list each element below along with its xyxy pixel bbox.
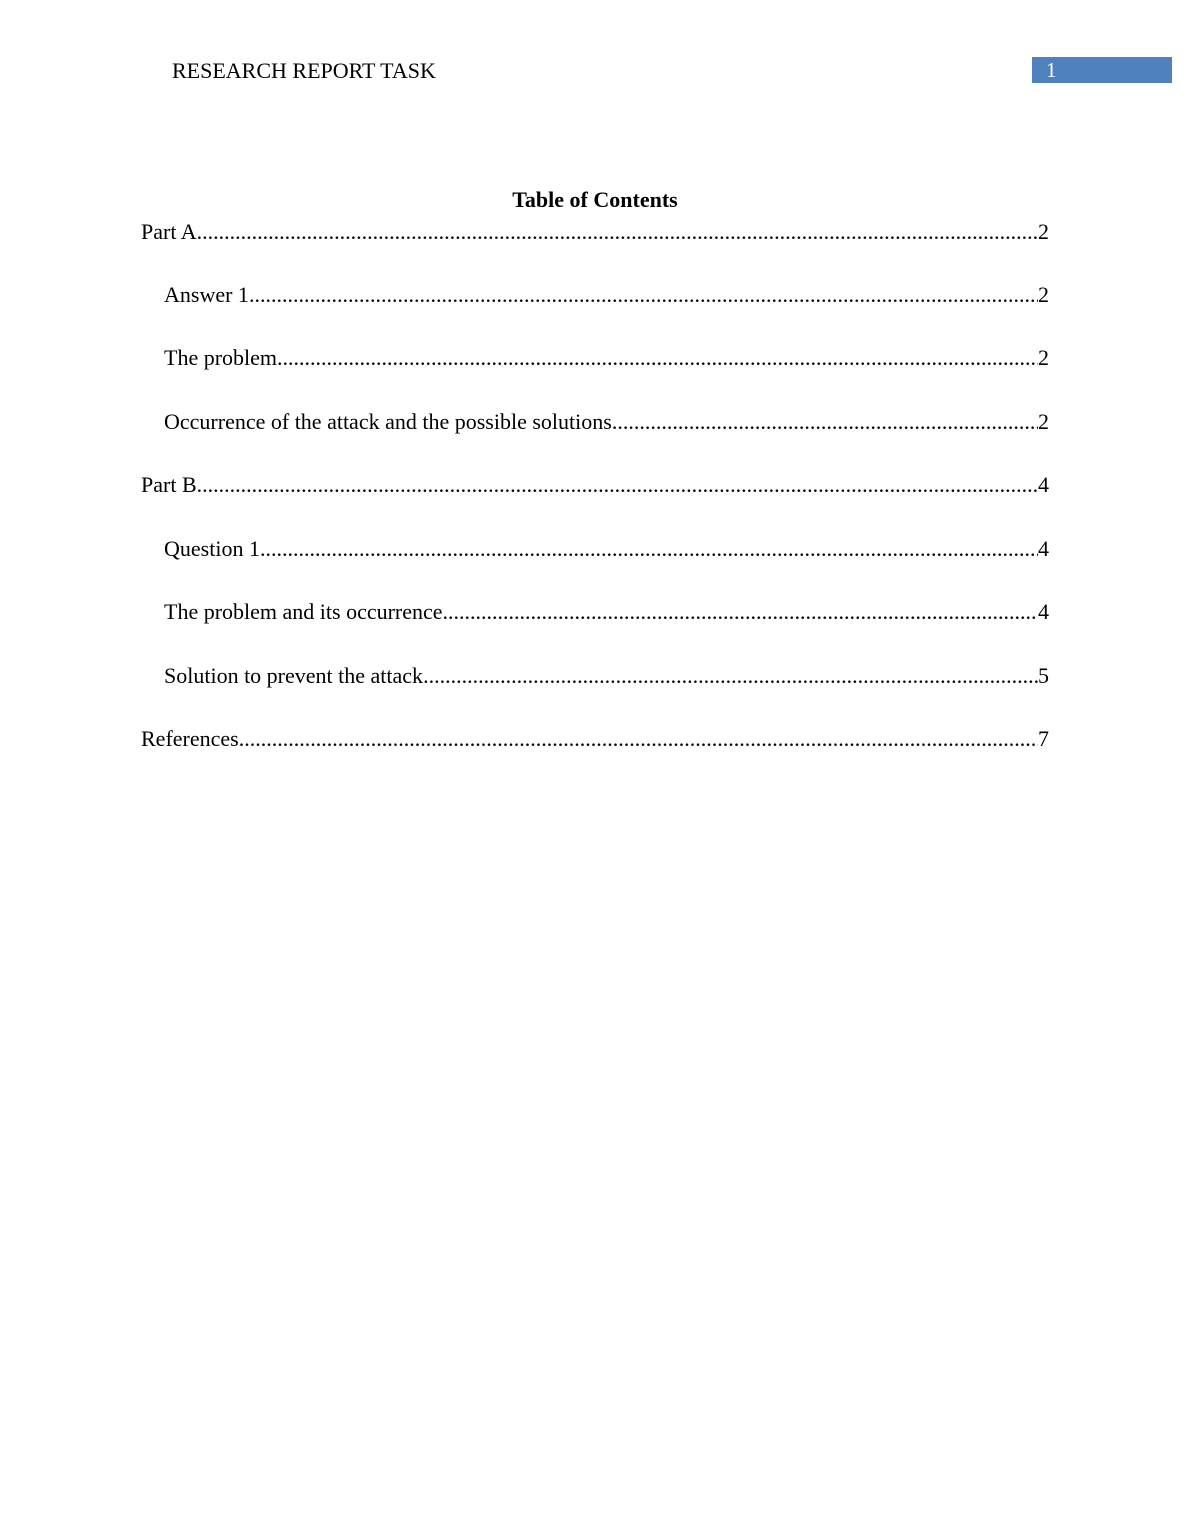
toc-entry-page: 2 <box>1038 282 1049 307</box>
toc-entry-page: 5 <box>1038 663 1049 688</box>
toc-leader-dots <box>197 218 1038 246</box>
toc-entry-part-b[interactable] <box>141 471 1049 499</box>
toc-leader-dots <box>277 344 1038 372</box>
toc-entry-page: 4 <box>1038 536 1049 561</box>
toc-entry-page: 4 <box>1038 599 1049 624</box>
toc-entry-occurrence[interactable] <box>164 408 1049 436</box>
page-number: 1 <box>1046 58 1057 82</box>
toc-entry-page: 2 <box>1038 345 1049 370</box>
toc-entry-text: Part B <box>141 472 197 497</box>
toc-entry-text: Solution to prevent the attack <box>164 663 424 688</box>
toc-entry-answer-1[interactable] <box>164 281 1049 309</box>
toc-entry-page: 2 <box>1038 409 1049 434</box>
toc-entry-page: 4 <box>1038 472 1049 497</box>
toc-leader-dots <box>423 662 1038 690</box>
toc-entry-references[interactable] <box>141 725 1049 753</box>
toc-entry-text: Question 1 <box>164 536 260 561</box>
toc-entry-page: 2 <box>1038 219 1049 244</box>
toc-leader-dots <box>239 725 1038 753</box>
toc-heading: Table of Contents <box>512 187 678 212</box>
toc-entry-question-1[interactable] <box>164 535 1049 563</box>
toc-entry-text: The problem and its occurrence <box>164 599 443 624</box>
toc-entry-page: 7 <box>1038 726 1049 751</box>
toc-entry-text: The problem <box>164 345 278 370</box>
toc-leader-dots <box>612 408 1038 436</box>
toc-entry-the-problem[interactable] <box>164 344 1049 372</box>
page-header-title: RESEARCH REPORT TASK <box>172 58 436 83</box>
toc-entry-solution[interactable] <box>164 662 1049 690</box>
toc-entry-part-a[interactable] <box>141 218 1049 246</box>
page-number-badge <box>1032 57 1172 83</box>
toc-leader-dots <box>260 535 1038 563</box>
toc-entry-problem-occurrence[interactable] <box>164 598 1049 626</box>
toc-entry-text: Answer 1 <box>164 282 249 307</box>
toc-entry-text: Part A <box>141 219 197 244</box>
toc-leader-dots <box>249 281 1038 309</box>
toc-leader-dots <box>443 598 1038 626</box>
toc-entry-text: Occurrence of the attack and the possible solutions <box>164 409 612 434</box>
toc-entry-text: References <box>141 726 239 751</box>
toc-leader-dots <box>197 471 1038 499</box>
